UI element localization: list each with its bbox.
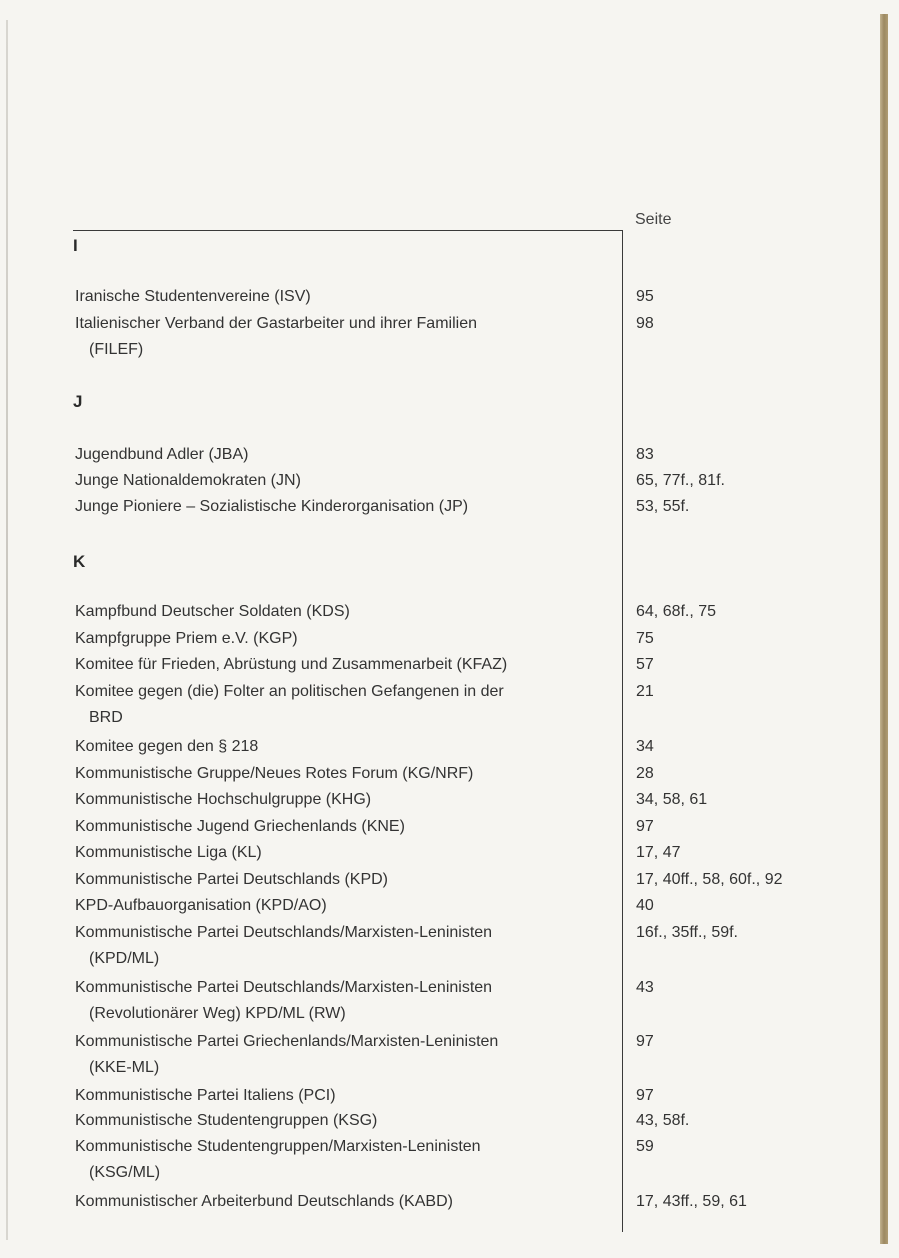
entry-name: Kommunistische Partei Deutschlands (KPD) [75,871,389,888]
entry-name: Kommunistischer Arbeiterbund Deutschlands (KABD) [75,1193,453,1210]
entry-name: Kommunistische Liga (KL) [75,844,262,861]
entry-pages: 17, 43ff., 59, 61 [636,1193,747,1210]
column-divider [622,230,623,1232]
entry-name: Kommunistische Gruppe/Neues Rotes Forum (KG/NRF) [75,765,474,782]
section-letter-i: I [73,236,78,255]
entry-pages: 75 [636,630,654,647]
entry-pages: 17, 47 [636,844,681,861]
entry-pages: 97 [636,818,654,835]
entry-name: Komitee gegen (die) Folter an politischen Gefangenen in der BRD [75,683,504,726]
column-header-seite: Seite [635,211,672,228]
entry-pages: 17, 40ff., 58, 60f., 92 [636,871,783,888]
entry-pages: 43 [636,979,654,996]
entry-name: Kommunistische Partei Deutschlands/Marxisten-Leninisten (Revolutionärer Weg) KPD/ML (RW) [75,979,493,1022]
entry-name: Kommunistische Jugend Griechenlands (KNE) [75,818,405,835]
entry-pages: 95 [636,288,654,305]
entry-pages: 28 [636,765,654,782]
entry-name: KPD-Aufbauorganisation (KPD/AO) [75,897,327,914]
entry-name: Jugendbund Adler (JBA) [75,446,249,463]
page-edge-right [880,14,888,1244]
section-letter-k: K [73,552,86,571]
entry-pages: 34, 58, 61 [636,791,708,808]
entry-name: Kommunistische Studentengruppen (KSG) [75,1112,378,1129]
entry-pages: 34 [636,738,654,755]
entry-pages: 65, 77f., 81f. [636,472,725,489]
entry-pages: 83 [636,446,654,463]
entry-pages: 64, 68f., 75 [636,603,717,620]
entry-name: Junge Pioniere – Sozialistische Kinderorganisation (JP) [75,498,469,515]
entry-pages: 40 [636,897,654,914]
entry-pages: 57 [636,656,654,673]
section-letter-j: J [73,392,83,411]
entry-name: Kampfbund Deutscher Soldaten (KDS) [75,603,350,620]
page-edge-left [6,20,8,1240]
entry-pages: 98 [636,315,654,332]
entry-name: Kommunistische Studentengruppen/Marxisten-Leninisten (KSG/ML) [75,1138,481,1181]
entry-name: Iranische Studentenvereine (ISV) [75,288,311,305]
entry-name: Kampfgruppe Priem e.V. (KGP) [75,630,298,647]
entry-pages: 59 [636,1138,654,1155]
entry-pages: 53, 55f. [636,498,690,515]
entry-pages: 43, 58f. [636,1112,690,1129]
entry-name: Kommunistische Partei Deutschlands/Marxisten-Leninisten (KPD/ML) [75,924,493,967]
entry-name: Kommunistische Partei Griechenlands/Marxisten-Leninisten (KKE-ML) [75,1033,499,1076]
entry-name: Komitee für Frieden, Abrüstung und Zusammenarbeit (KFAZ) [75,656,508,673]
entry-pages: 21 [636,683,654,700]
entry-pages: 97 [636,1033,654,1050]
entry-pages: 97 [636,1087,654,1104]
entry-pages: 16f., 35ff., 59f. [636,924,738,941]
entry-name: Komitee gegen den § 218 [75,738,259,755]
entry-name: Junge Nationaldemokraten (JN) [75,472,301,489]
entry-name: Kommunistische Hochschulgruppe (KHG) [75,791,372,808]
entry-name: Italienischer Verband der Gastarbeiter und ihrer Familien (FILEF) [75,315,477,358]
header-rule [73,230,623,231]
entry-name: Kommunistische Partei Italiens (PCI) [75,1087,336,1104]
